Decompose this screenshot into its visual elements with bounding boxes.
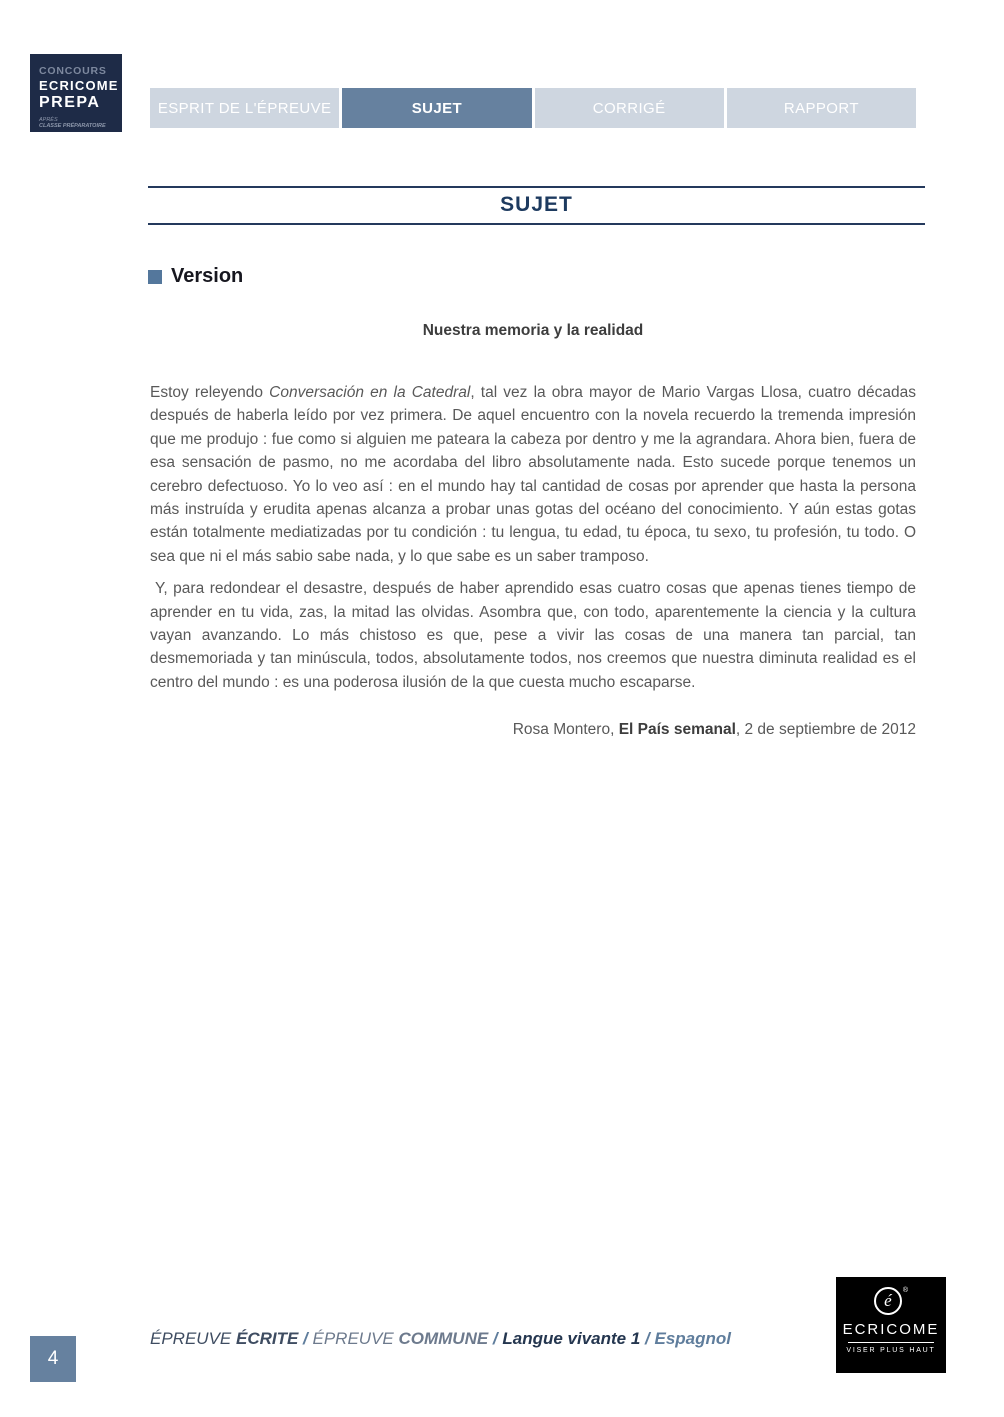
ecricome-logo <box>836 1277 946 1373</box>
tab-corrige[interactable]: CORRIGÉ <box>535 88 724 128</box>
tab-rapport[interactable]: RAPPORT <box>727 88 916 128</box>
section-heading-version <box>148 265 243 288</box>
section-bullet-icon <box>148 270 162 284</box>
attribution-line <box>150 721 916 739</box>
article-body <box>150 381 916 739</box>
paragraph-1-rest: , tal vez la obra mayor de Mario Vargas Llosa, cuatro décadas después de haberla leído por vez primera. De aquel encuentro con la novela recuerdo la tremenda impresión que me produjo : fue como si alguien me pateara la cabeza por dentro y me la agrandara. Ahora bien, fuera de esa sensación de pasmo, no me acordaba del libro absolutamente nada. Esto sucede porque tenemos un cerebro defectuoso. Yo lo veo así : en el mundo hay tal cantidad de cosas por aprender que hasta la persona más instruída y erudita apenas alcanza a probar unas gotas del océano del conocimiento. Y aún estas gotas están totalmente mediatizadas por tu condición : tu lengua, tu edad, tu época, tu sexo, tu profesión, tu todo. O sea que ni el más sabio sabe nada, y lo que sabe es un saber tramposo. <box>150 384 916 565</box>
tab-sujet[interactable]: SUJET <box>342 88 531 128</box>
ecricome-prepa-logo <box>30 54 122 132</box>
book-title: Conversación en la Catedral <box>269 384 471 401</box>
footer-espagnol: Espagnol <box>654 1329 731 1348</box>
section-title: Version <box>171 265 244 287</box>
ecricome-e-icon: é <box>874 1287 902 1315</box>
footer-separator-3: / <box>640 1329 655 1348</box>
logo-text-concours: CONCOURS <box>39 65 107 77</box>
logo-text-ecricome: ECRICOME <box>39 78 119 93</box>
attribution-author: Rosa Montero, <box>512 721 619 739</box>
page-title-band <box>148 186 925 225</box>
title-rule-bottom <box>148 223 925 225</box>
footer-commune: COMMUNE <box>398 1329 489 1348</box>
footer-breadcrumb <box>150 1329 731 1349</box>
tab-esprit-de-lepreuve[interactable]: ESPRIT DE L'ÉPREUVE <box>150 88 339 128</box>
logo-text-prepa: PREPA <box>39 94 101 111</box>
paragraph-1-lead: Estoy releyendo <box>150 384 270 401</box>
page-number-badge: 4 <box>30 1336 76 1382</box>
ecricome-wordmark: ECRICOME <box>842 1321 940 1338</box>
ecricome-tagline: VISER PLUS HAUT <box>846 1347 936 1354</box>
attribution-date: , 2 de septiembre de 2012 <box>735 721 916 739</box>
footer-separator-1: / <box>298 1329 313 1348</box>
registered-trademark-icon: ® <box>902 1287 909 1294</box>
article-title: Nuestra memoria y la realidad <box>422 322 644 339</box>
paragraph-1 <box>150 381 916 568</box>
attribution-source: El País semanal <box>618 721 736 739</box>
ecricome-mark <box>874 1287 908 1315</box>
logo-text-classe-preparatoire: CLASSE PRÉPARATOIRE <box>39 123 106 129</box>
paragraph-2: Y, para redondear el desastre, después de haber aprendido esas cuatro cosas que apenas tienes tiempo de aprender en tu vida, zas, la mitad las olvidas. Asombra que, con todo, aparentemente la ciencia y la cultura vayan avanzando. Lo más chistoso es que, pese a vivir las cosas de una manera tan parcial, tan desmemoriada y tan minúscula, todos, absolutamente todos, nos creemos que nuestra diminuta realidad es el centro del mundo : es una poderosa ilusión de la que cuesta mucho escaparse. <box>150 580 916 691</box>
footer-ecrite: ÉCRITE <box>235 1329 299 1348</box>
page-title: SUJET <box>500 193 573 216</box>
footer-langue-vivante: Langue vivante 1 <box>502 1329 641 1348</box>
footer-epreuve-1: ÉPREUVE <box>150 1329 236 1348</box>
logo-text-apres: APRÈS <box>39 117 58 123</box>
logo-divider <box>848 1342 934 1343</box>
section-tabs <box>150 88 916 128</box>
footer-epreuve-2: ÉPREUVE <box>312 1329 399 1348</box>
footer-separator-2: / <box>488 1329 503 1348</box>
